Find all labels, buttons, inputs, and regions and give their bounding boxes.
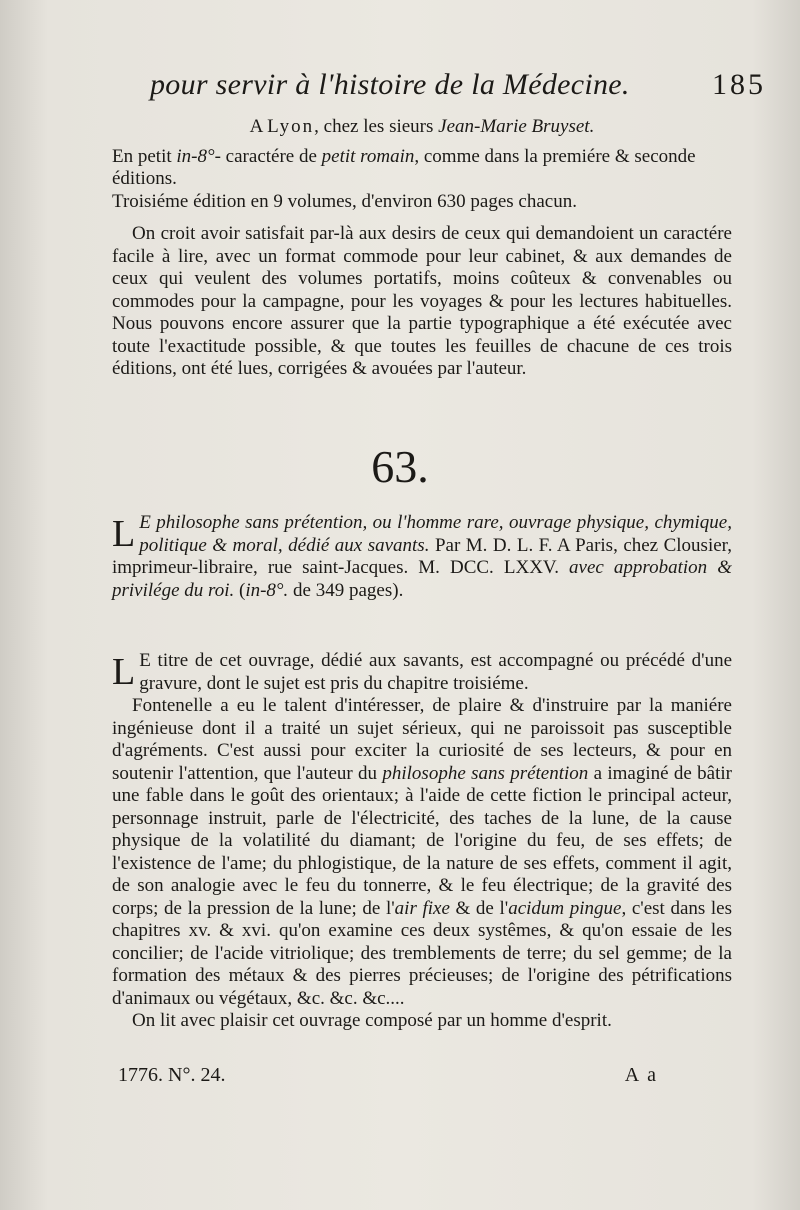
- body-p2-g: , c'est dans les chapitres xv. & xvi. qu'on examine ces deux systêmes, & qu'on essaie de les concilier; de l'acide vitriolique; des tremblements de terre; du sel gemme; de la formation des métaux & des pierres précieuses; de l'origine des pétrifications d'animaux ou végétaux, &c. &c. &c....: [112, 897, 732, 1009]
- signature-mark: A a: [624, 1064, 658, 1086]
- body-paragraph-3: On lit avec plaisir cet ouvrage composé par un homme d'esprit.: [132, 1010, 612, 1031]
- intro-paragraph: On croit avoir satisfait par-là aux desirs de ceux qui demandoient un caractére facile à lire, avec un format commode pour leur cabinet, & aux demandes de ceux qui veulent des volumes portatifs, moins coûteux & convenables ou commodes pour la campagne, pour les voyages & pour les lectures habituelles. Nous pouvons encore assurer que la partie typographique a été exécutée avec toute l'exactitude possible, & que toutes les feuilles de chacune de ces trois éditions, ont été lues, corrigées & avouées par l'auteur.: [112, 223, 732, 379]
- page-footer: [118, 1064, 658, 1087]
- body-p2-a: Fontenelle a eu le talent d'intéresser, de plaire & d'instruire par la maniére ingénieuse dont il a traité un sujet sérieux, qui ne paroissoit pas susceptible d'agréments. C'est aussi pour exciter la curiosité de ses lecteurs, & pour en soutenir l'attention, que l'auteur du: [112, 695, 732, 784]
- publisher-city: Lyon: [267, 116, 315, 137]
- title-italic-a: E philosophe sans prétention, ou l'homme rare, ouvrage physique, chymique, politique & moral, dédié aux savants.: [139, 512, 732, 556]
- format-d: petit romain: [321, 145, 415, 167]
- title-roman-c: de 349 pages).: [288, 579, 404, 601]
- title-roman-a: Par M. D. L. F. A Paris, chez Clousier, imprimeur-libraire, rue saint-Jacques. M. DCC. LXXV.: [112, 534, 732, 578]
- publisher-line: [112, 116, 732, 139]
- body-p1-text: E titre de cet ouvrage, dédié aux savants, est accompagné ou précédé d'une gravure, dont le sujet est pris du chapitre troisiéme.: [139, 650, 732, 694]
- entry-number: 63.: [371, 441, 429, 492]
- running-title: pour servir à l'histoire de la Médecine.: [150, 68, 630, 101]
- title-italic-b: avec approbation & privilége du roi.: [112, 557, 732, 601]
- publisher-prefix: A: [249, 116, 268, 137]
- format-c: - caractére de: [214, 145, 322, 167]
- body-paragraph-2: [112, 695, 732, 1010]
- third-edition-line: Troisiéme édition en 9 volumes, d'environ 630 pages chacun.: [112, 190, 577, 212]
- format-e: , comme dans la premiére & seconde éditions.: [112, 145, 696, 189]
- page-header: [150, 64, 766, 104]
- publisher-names: Jean-Marie Bruyset.: [438, 116, 595, 137]
- body-dropcap: L: [112, 651, 136, 693]
- publisher-mid: , chez les sieurs: [314, 116, 439, 137]
- body-p2-d: air fixe: [394, 897, 450, 919]
- body-p2-e: & de l': [449, 897, 509, 919]
- title-italic-c: in-8°.: [245, 579, 289, 601]
- format-line: [112, 146, 732, 191]
- entry-title: [112, 512, 732, 602]
- entry-body: [112, 650, 732, 1033]
- title-dropcap: L: [112, 513, 136, 555]
- body-p2-c: a imaginé de bâtir une fable dans le goût des orientaux; à l'aide de cette fiction le principal acteur, personnage instruit, parle de l'électricité, des taches de la lune, de la cause physique de la volatilité du diamant; de l'origine du feu, de ses effets; de l'existence de l'ame; du phlogistique, de la nature de ses effets, comment il agit, de son analogie avec le feu du tonnerre, & le feu électrique; de la gravité des corps; de la pression de la lune; de l': [112, 762, 732, 919]
- publisher-block: [112, 116, 732, 381]
- page-number: 185: [712, 68, 766, 101]
- format-a: En petit: [112, 145, 177, 167]
- title-roman-b: (: [234, 579, 246, 601]
- body-p2-f: acidum pingue: [508, 897, 622, 919]
- format-b: in-8°: [176, 145, 215, 167]
- issue-mark: 1776. N°. 24.: [118, 1064, 226, 1086]
- body-paragraph-1: [112, 650, 732, 695]
- body-p2-b: philosophe sans prétention: [382, 762, 589, 784]
